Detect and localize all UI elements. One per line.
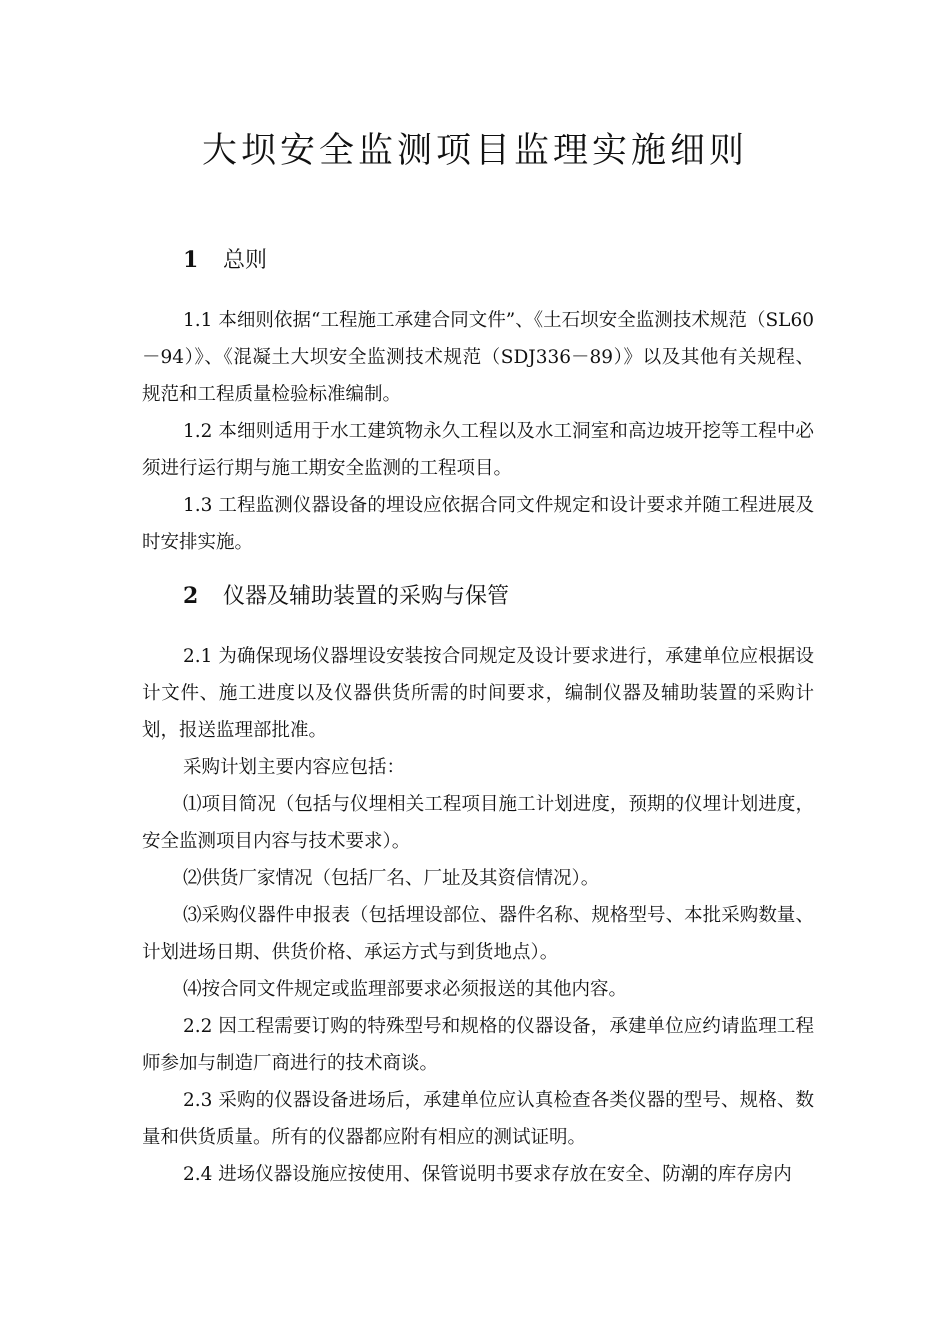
paragraph-2-4: 2.4 进场仪器设施应按使用、保管说明书要求存放在安全、防潮的库存房内 xyxy=(183,1164,792,1185)
section-heading-1 xyxy=(183,245,267,276)
list-item-1: ⑴项目简况（包括与仪埋相关工程项目施工计划进度，预期的仪埋计划进度，安全监测项目内容与技术要求）。 xyxy=(142,794,814,852)
section-heading-2 xyxy=(183,581,509,612)
paragraph-1-3: 1.3 工程监测仪器设备的埋设应依据合同文件规定和设计要求并随工程进展及时安排实施。 xyxy=(142,495,814,553)
paragraph-2-1-intro: 采购计划主要内容应包括： xyxy=(183,757,406,778)
section-number: 1 xyxy=(183,247,199,273)
document-title: 大坝安全监测项目监理实施细则 xyxy=(201,131,748,171)
paragraph-2-1: 2.1 为确保现场仪器埋设安装按合同规定及设计要求进行，承建单位应根据设计文件、施工进度以及仪器供货所需的时间要求，编制仪器及辅助装置的采购计划，报送监理部批准。 xyxy=(142,646,814,741)
list-item-2: ⑵供货厂家情况（包括厂名、厂址及其资信情况）。 xyxy=(183,868,600,889)
section-title: 仪器及辅助装置的采购与保管 xyxy=(223,584,510,609)
list-item-4: ⑷按合同文件规定或监理部要求必须报送的其他内容。 xyxy=(183,979,628,1000)
list-item-3: ⑶采购仪器件申报表（包括埋设部位、器件名称、规格型号、本批采购数量、计划进场日期、供货价格、承运方式与到货地点）。 xyxy=(142,905,814,963)
section-number: 2 xyxy=(183,583,199,609)
paragraph-1-2: 1.2 本细则适用于水工建筑物永久工程以及水工洞室和高边坡开挖等工程中必须进行运行期与施工期安全监测的工程项目。 xyxy=(142,421,814,479)
paragraph-2-3: 2.3 采购的仪器设备进场后，承建单位应认真检查各类仪器的型号、规格、数量和供货质量。所有的仪器都应附有相应的测试证明。 xyxy=(142,1090,814,1148)
paragraph-1-1: 1.1 本细则依据“工程施工承建合同文件”、《土石坝安全监测技术规范（SL60－94）》、《混凝土大坝安全监测技术规范（SDJ336－89）》以及其他有关规程、规范和工程质量检验标准编制。 xyxy=(142,310,814,405)
paragraph-2-2: 2.2 因工程需要订购的特殊型号和规格的仪器设备，承建单位应约请监理工程师参加与制造厂商进行的技术商谈。 xyxy=(142,1016,814,1074)
section-title: 总则 xyxy=(223,248,268,273)
